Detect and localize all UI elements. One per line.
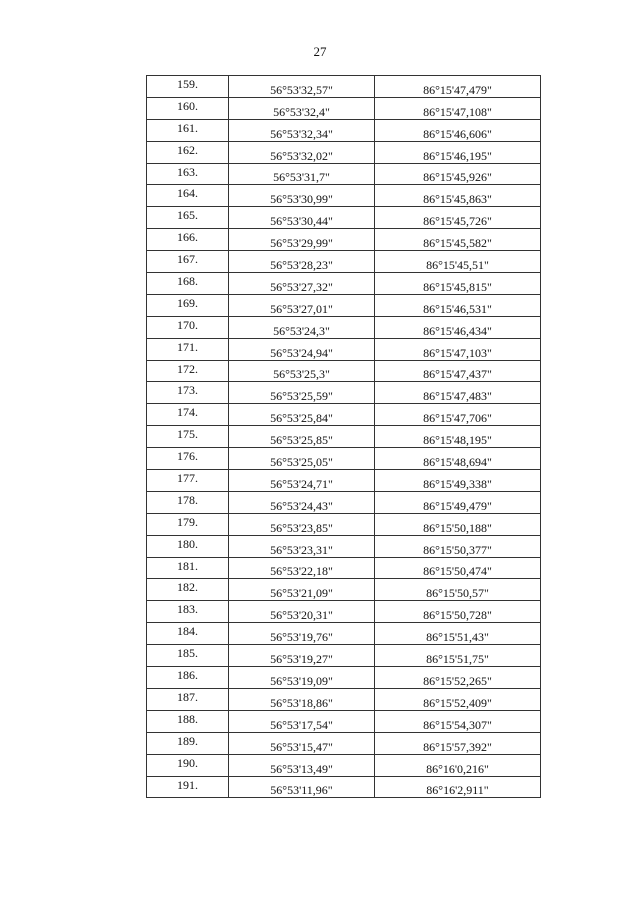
longitude-cell: 86°15'45,582" (375, 229, 541, 251)
latitude-cell: 56°53'32,02" (229, 141, 375, 163)
coordinates-table (146, 75, 541, 798)
latitude-cell: 56°53'24,71" (229, 470, 375, 492)
longitude-cell: 86°16'0,216" (375, 754, 541, 776)
latitude-cell: 56°53'21,09" (229, 579, 375, 601)
latitude-cell: 56°53'29,99" (229, 229, 375, 251)
longitude-cell: 86°15'46,531" (375, 294, 541, 316)
latitude-cell: 56°53'13,49" (229, 754, 375, 776)
longitude-cell: 86°15'51,75" (375, 645, 541, 667)
latitude-cell: 56°53'28,23" (229, 251, 375, 273)
latitude-cell: 56°53'25,05" (229, 448, 375, 470)
longitude-cell: 86°15'52,265" (375, 667, 541, 689)
point-number-cell: 185. (147, 645, 229, 667)
longitude-cell: 86°15'47,706" (375, 404, 541, 426)
point-number-cell: 188. (147, 710, 229, 732)
coordinates-table-body (147, 76, 541, 798)
longitude-cell: 86°15'46,434" (375, 316, 541, 338)
latitude-cell: 56°53'15,47" (229, 732, 375, 754)
point-number-cell: 159. (147, 76, 229, 98)
table-row (147, 579, 541, 601)
longitude-cell: 86°15'57,392" (375, 732, 541, 754)
longitude-cell: 86°15'49,338" (375, 470, 541, 492)
longitude-cell: 86°15'45,51" (375, 251, 541, 273)
longitude-cell: 86°15'45,863" (375, 185, 541, 207)
point-number-cell: 190. (147, 754, 229, 776)
page-number: 27 (313, 44, 327, 59)
table-row (147, 251, 541, 273)
longitude-cell: 86°15'46,195" (375, 141, 541, 163)
longitude-cell: 86°15'50,728" (375, 601, 541, 623)
latitude-cell: 56°53'25,59" (229, 382, 375, 404)
table-row (147, 623, 541, 645)
longitude-cell: 86°15'45,926" (375, 163, 541, 185)
table-row (147, 338, 541, 360)
point-number-cell: 187. (147, 688, 229, 710)
longitude-cell: 86°15'46,606" (375, 119, 541, 141)
point-number-cell: 183. (147, 601, 229, 623)
point-number-cell: 177. (147, 470, 229, 492)
longitude-cell: 86°15'54,307" (375, 710, 541, 732)
point-number-cell: 162. (147, 141, 229, 163)
point-number-cell: 164. (147, 185, 229, 207)
point-number-cell: 178. (147, 491, 229, 513)
latitude-cell: 56°53'32,4" (229, 97, 375, 119)
table-row (147, 382, 541, 404)
point-number-cell: 167. (147, 251, 229, 273)
point-number-cell: 180. (147, 535, 229, 557)
point-number-cell: 170. (147, 316, 229, 338)
point-number-cell: 174. (147, 404, 229, 426)
longitude-cell: 86°15'50,188" (375, 513, 541, 535)
point-number-cell: 161. (147, 119, 229, 141)
point-number-cell: 175. (147, 426, 229, 448)
longitude-cell: 86°15'47,103" (375, 338, 541, 360)
longitude-cell: 86°15'47,108" (375, 97, 541, 119)
point-number-cell: 168. (147, 273, 229, 295)
table-row (147, 710, 541, 732)
table-row (147, 316, 541, 338)
latitude-cell: 56°53'22,18" (229, 557, 375, 579)
point-number-cell: 186. (147, 667, 229, 689)
table-row (147, 776, 541, 798)
latitude-cell: 56°53'23,85" (229, 513, 375, 535)
table-row (147, 163, 541, 185)
latitude-cell: 56°53'19,76" (229, 623, 375, 645)
point-number-cell: 176. (147, 448, 229, 470)
longitude-cell: 86°16'2,911" (375, 776, 541, 798)
table-row (147, 448, 541, 470)
latitude-cell: 56°53'31,7" (229, 163, 375, 185)
longitude-cell: 86°15'52,409" (375, 688, 541, 710)
table-row (147, 426, 541, 448)
table-row (147, 688, 541, 710)
point-number-cell: 169. (147, 294, 229, 316)
latitude-cell: 56°53'20,31" (229, 601, 375, 623)
table-row (147, 207, 541, 229)
table-row (147, 754, 541, 776)
latitude-cell: 56°53'11,96" (229, 776, 375, 798)
longitude-cell: 86°15'48,694" (375, 448, 541, 470)
latitude-cell: 56°53'32,57" (229, 76, 375, 98)
latitude-cell: 56°53'24,43" (229, 491, 375, 513)
table-row (147, 141, 541, 163)
latitude-cell: 56°53'27,01" (229, 294, 375, 316)
longitude-cell: 86°15'49,479" (375, 491, 541, 513)
point-number-cell: 166. (147, 229, 229, 251)
longitude-cell: 86°15'50,377" (375, 535, 541, 557)
table-row (147, 97, 541, 119)
table-row (147, 404, 541, 426)
table-row (147, 557, 541, 579)
latitude-cell: 56°53'30,44" (229, 207, 375, 229)
longitude-cell: 86°15'48,195" (375, 426, 541, 448)
latitude-cell: 56°53'19,09" (229, 667, 375, 689)
latitude-cell: 56°53'19,27" (229, 645, 375, 667)
table-row (147, 229, 541, 251)
latitude-cell: 56°53'24,3" (229, 316, 375, 338)
point-number-cell: 184. (147, 623, 229, 645)
latitude-cell: 56°53'18,86" (229, 688, 375, 710)
longitude-cell: 86°15'45,726" (375, 207, 541, 229)
point-number-cell: 179. (147, 513, 229, 535)
point-number-cell: 191. (147, 776, 229, 798)
table-row (147, 513, 541, 535)
table-row (147, 470, 541, 492)
latitude-cell: 56°53'17,54" (229, 710, 375, 732)
latitude-cell: 56°53'23,31" (229, 535, 375, 557)
table-row (147, 491, 541, 513)
latitude-cell: 56°53'25,84" (229, 404, 375, 426)
latitude-cell: 56°53'32,34" (229, 119, 375, 141)
longitude-cell: 86°15'51,43" (375, 623, 541, 645)
table-row (147, 601, 541, 623)
point-number-cell: 181. (147, 557, 229, 579)
longitude-cell: 86°15'50,57" (375, 579, 541, 601)
table-row (147, 76, 541, 98)
table-row (147, 360, 541, 382)
point-number-cell: 189. (147, 732, 229, 754)
latitude-cell: 56°53'30,99" (229, 185, 375, 207)
table-row (147, 645, 541, 667)
table-row (147, 273, 541, 295)
longitude-cell: 86°15'45,815" (375, 273, 541, 295)
longitude-cell: 86°15'50,474" (375, 557, 541, 579)
table-row (147, 535, 541, 557)
point-number-cell: 163. (147, 163, 229, 185)
latitude-cell: 56°53'25,85" (229, 426, 375, 448)
latitude-cell: 56°53'24,94" (229, 338, 375, 360)
table-row (147, 294, 541, 316)
point-number-cell: 182. (147, 579, 229, 601)
latitude-cell: 56°53'25,3" (229, 360, 375, 382)
point-number-cell: 173. (147, 382, 229, 404)
table-row (147, 667, 541, 689)
table-row (147, 185, 541, 207)
point-number-cell: 172. (147, 360, 229, 382)
table-row (147, 732, 541, 754)
point-number-cell: 171. (147, 338, 229, 360)
longitude-cell: 86°15'47,483" (375, 382, 541, 404)
point-number-cell: 160. (147, 97, 229, 119)
latitude-cell: 56°53'27,32" (229, 273, 375, 295)
longitude-cell: 86°15'47,437" (375, 360, 541, 382)
point-number-cell: 165. (147, 207, 229, 229)
longitude-cell: 86°15'47,479" (375, 76, 541, 98)
table-row (147, 119, 541, 141)
